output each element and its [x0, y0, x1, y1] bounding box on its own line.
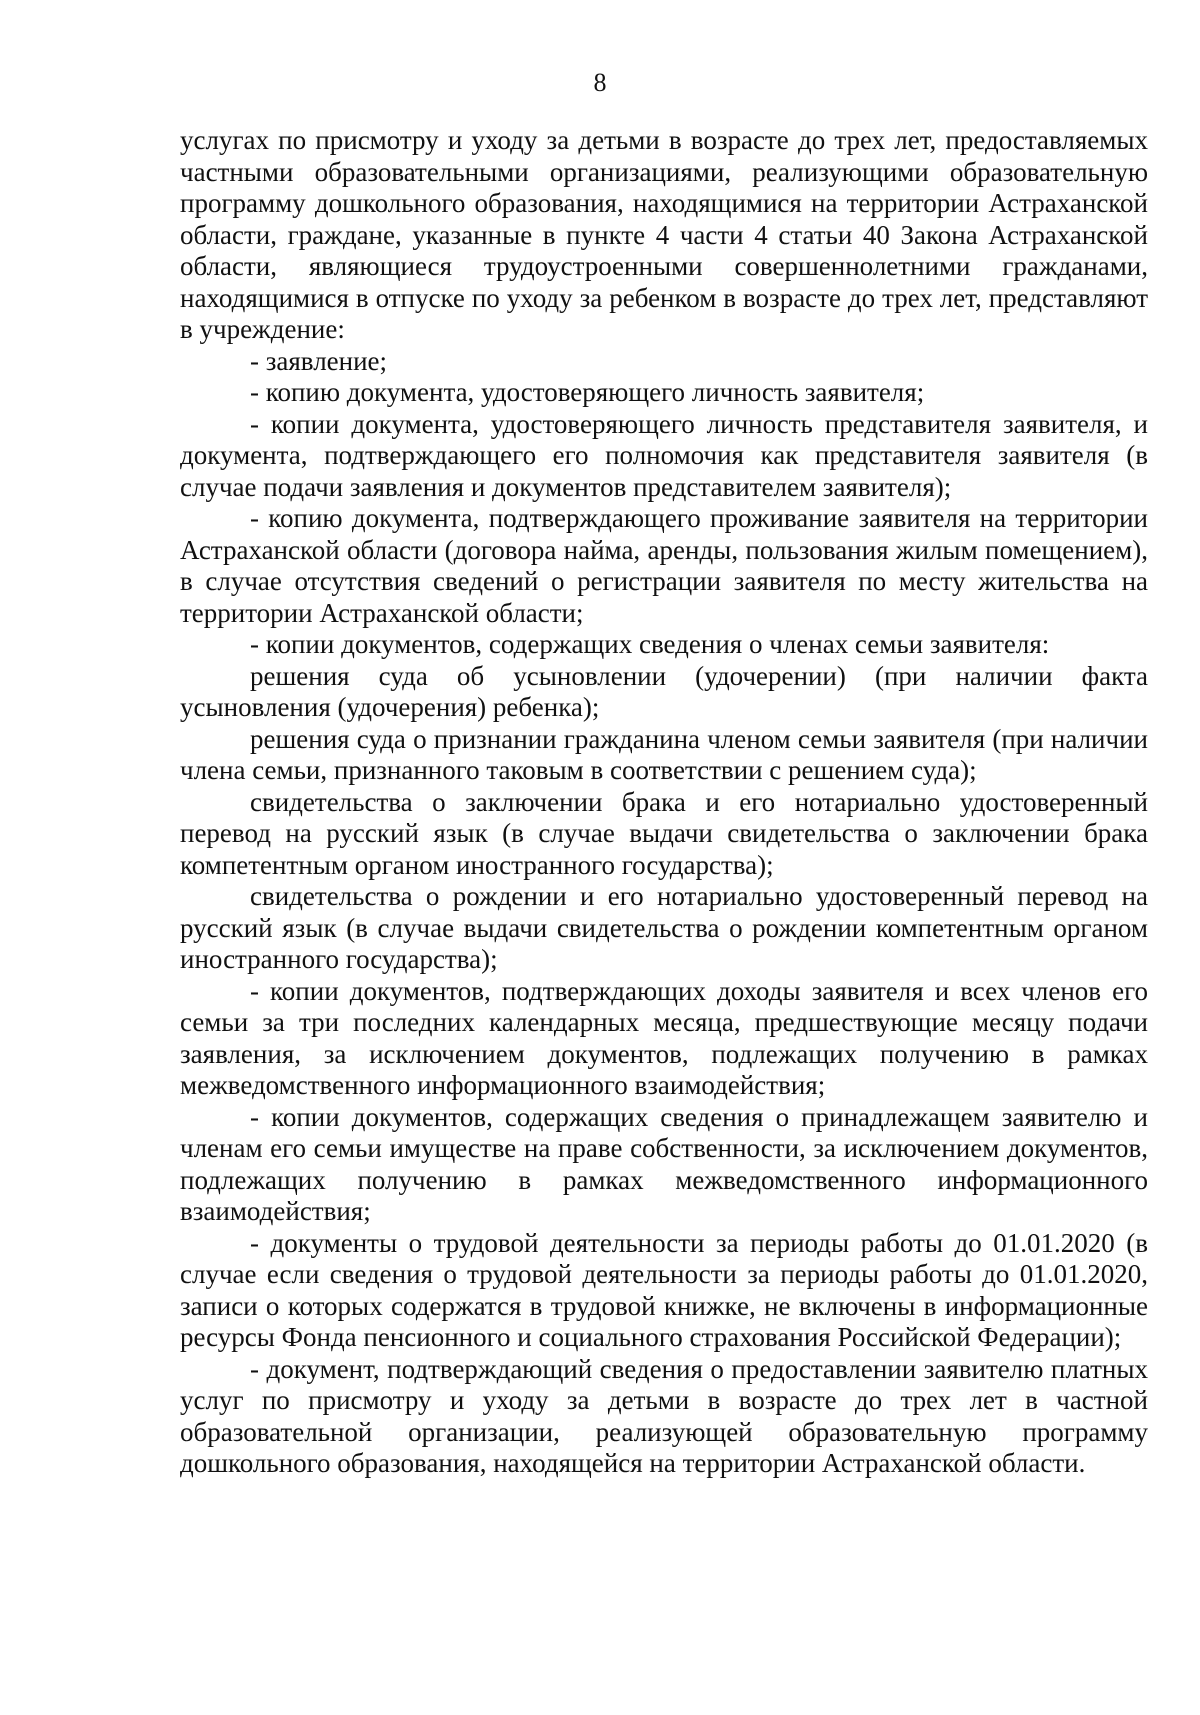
- list-item-representative-documents: - копии документа, удостоверяющего личность представителя заявителя, и документа, подтверждающего его полномочия как представителя заявителя (в случае подачи заявления и документов представителем заявителя);: [180, 408, 1148, 502]
- list-item-employment-documents: - документы о трудовой деятельности за периоды работы до 01.01.2020 (в случае если сведения о трудовой деятельности за периоды работы до 01.01.2020, записи о которых содержатся в трудовой книжке, не включены в информационные ресурсы Фонда пенсионного и социального страхования Российской Федерации);: [180, 1227, 1148, 1352]
- list-item-paid-services-document: - документ, подтверждающий сведения о предоставлении заявителю платных услуг по присмотру и уходу за детьми в возрасте до трех лет в частной образовательной организации, реализующей образовательную программу дошкольного образования, находящейся на территории Астраханской области.: [180, 1353, 1148, 1478]
- list-item-income-documents: - копии документов, подтверждающих доходы заявителя и всех членов его семьи за три последних календарных месяца, предшествующие месяцу подачи заявления, за исключением документов, подлежащих получению в рамках межведомственного информационного взаимодействия;: [180, 975, 1148, 1100]
- list-item-application: - заявление;: [250, 345, 388, 376]
- paragraph-intro: услугах по присмотру и уходу за детьми в возрасте до трех лет, предоставляемых частными образовательными организациями, реализующими образовательную программу дошкольного образования, находящимися на территории Астраханской области, граждане, указанные в пункте 4 части 4 статьи 40 Закона Астраханской области, являющиеся трудоустроенными совершеннолетними гражданами, находящимися в отпуске по уходу за ребенком в возрасте до трех лет, представляют в учреждение:: [180, 125, 1148, 344]
- page-number: 8: [593, 68, 607, 97]
- list-item-property-documents: - копии документов, содержащих сведения о принадлежащем заявителю и членам его семьи имуществе на праве собственности, за исключением документов, подлежащих получению в рамках межведомственного информационного взаимодействия;: [180, 1101, 1148, 1226]
- list-item-family-documents: - копии документов, содержащих сведения о членах семьи заявителя:: [250, 629, 1050, 659]
- sub-item-adoption-decision: решения суда об усыновлении (удочерении) (при наличии факта усыновления (удочерения) ребенка);: [180, 660, 1148, 722]
- sub-item-birth-certificate: свидетельства о рождении и его нотариально удостоверенный перевод на русский язык (в случае выдачи свидетельства о рождении компетентным органом иностранного государства);: [180, 881, 1148, 974]
- document-body: [180, 125, 1148, 1480]
- sub-item-marriage-certificate: свидетельства о заключении брака и его нотариально удостоверенный перевод на русский язык (в случае выдачи свидетельства о заключении брака компетентным органом иностранного государства);: [180, 786, 1148, 880]
- list-item-residence-document: - копию документа, подтверждающего проживание заявителя на территории Астраханской области (договора найма, аренды, пользования жилым помещением), в случае отсутствия сведений о регистрации заявителя по месту жительства на территории Астраханской области;: [180, 503, 1148, 628]
- list-item-applicant-id-copy: - копию документа, удостоверяющего личность заявителя;: [250, 377, 925, 407]
- sub-item-family-member-decision: решения суда о признании гражданина членом семьи заявителя (при наличии члена семьи, признанного таковым в соответствии с решением суда);: [180, 723, 1148, 785]
